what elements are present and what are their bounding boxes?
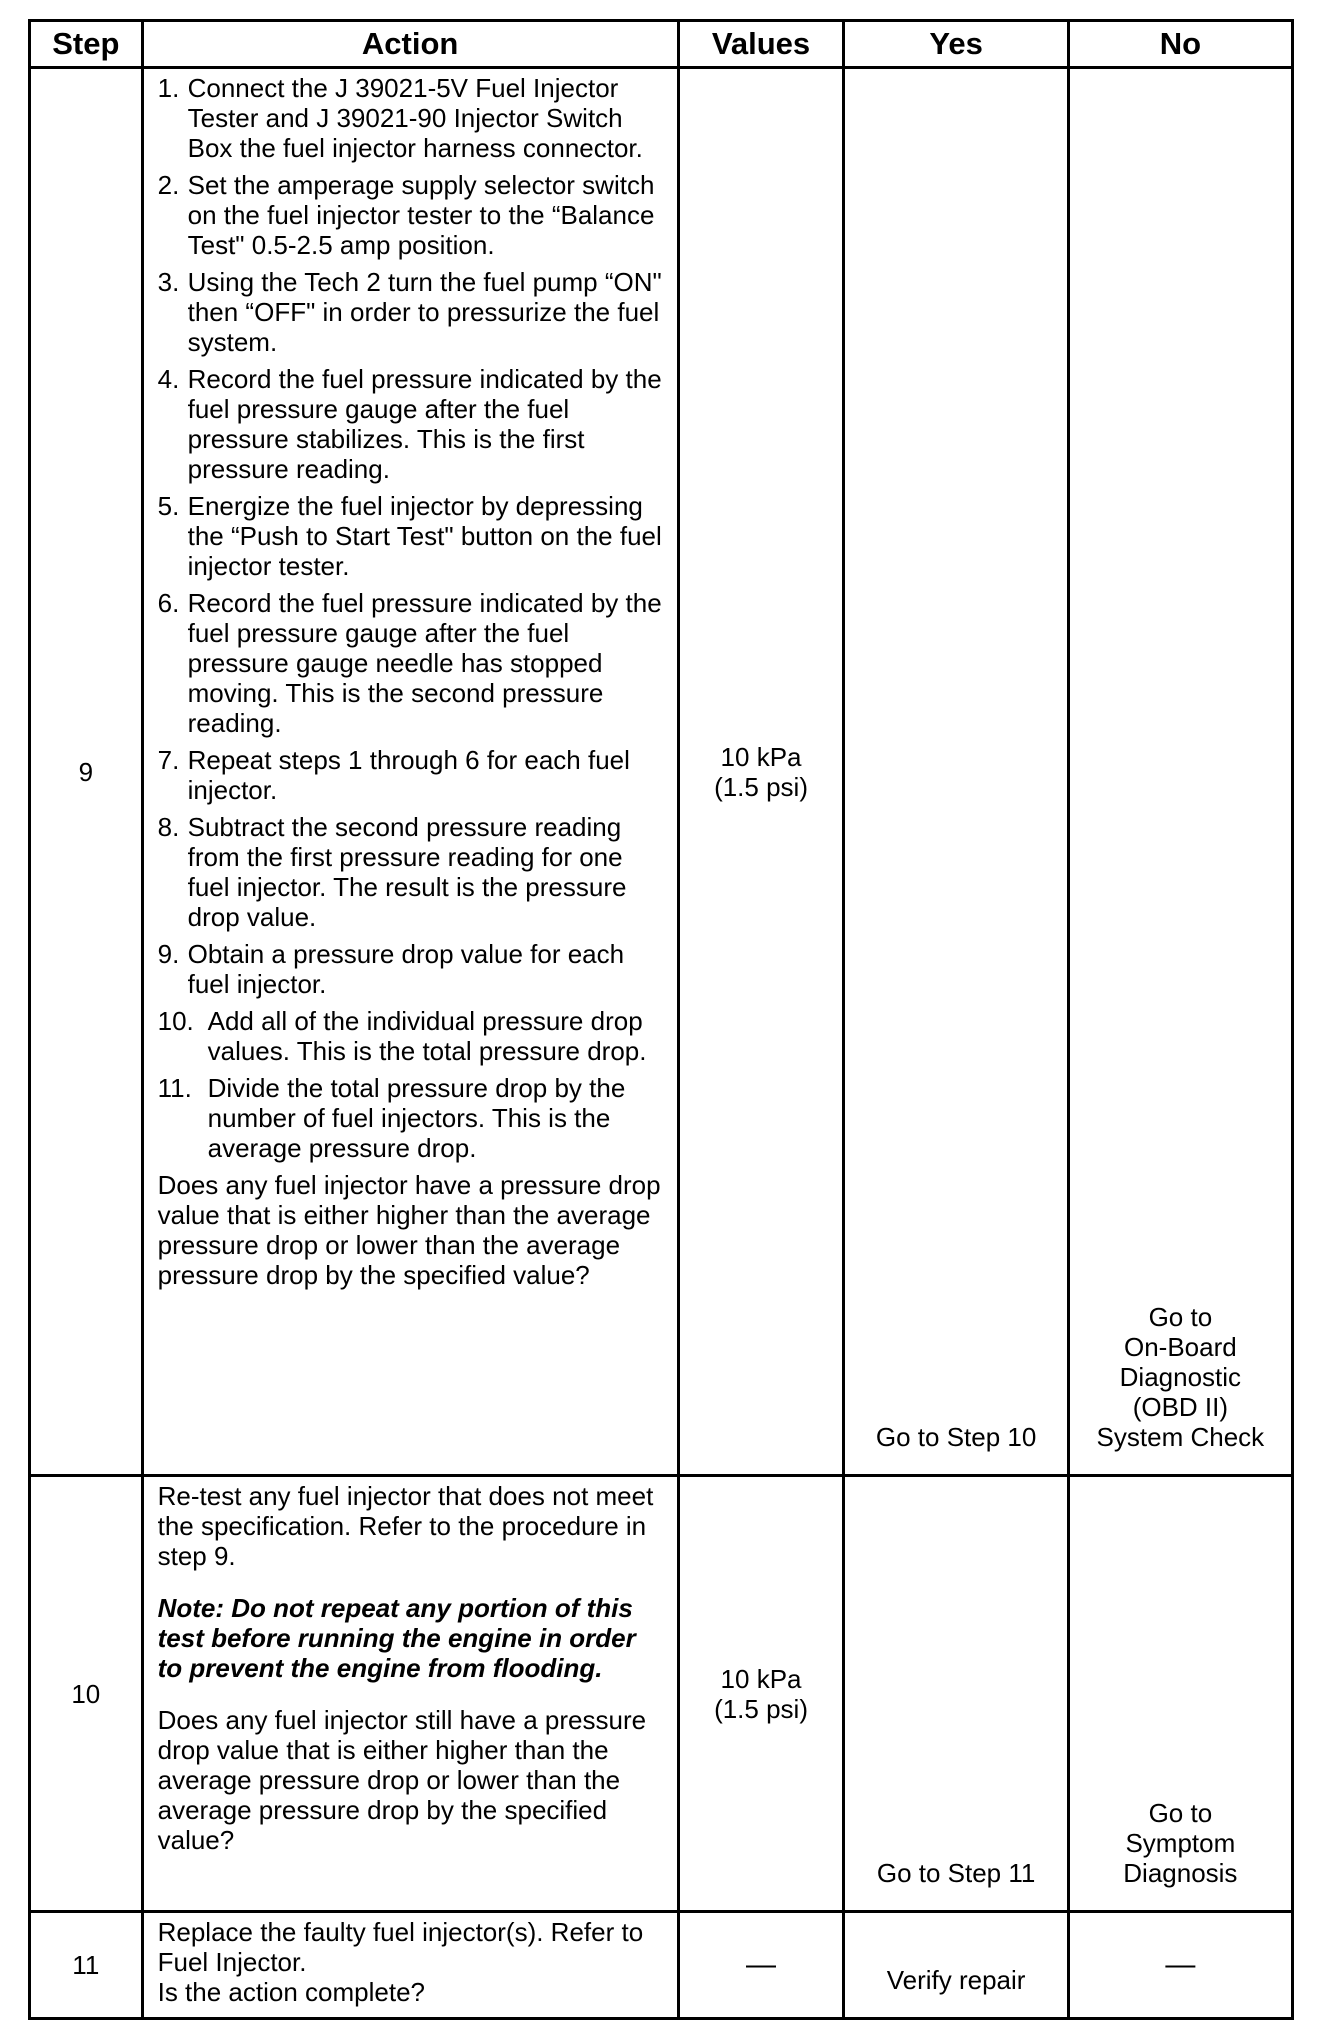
item-text: Set the amperage supply selector switch on the fuel injector tester to the “Balance Test" 0.5-2.5 amp position. [187,170,655,260]
item-number: 9. [157,939,180,969]
spec-value: 10 kPa [720,1663,802,1694]
header-row [30,21,1293,68]
list-item [158,745,667,805]
yes-cell [844,68,1068,1476]
spec-value-alt: (1.5 psi) [714,771,808,802]
action-text: Replace the faulty fuel injector(s). Refer to Fuel Injector. [157,1917,644,1977]
no-cell [1068,68,1292,1476]
item-text: Connect the J 39021-5V Fuel Injector Tester and J 39021-90 Injector Switch Box the fuel injector harness connector. [187,73,643,163]
procedure-list [158,73,667,1163]
yes-link[interactable]: Go to Step 10 [875,1422,1037,1452]
no-text-line: Diagnostic [1119,1362,1242,1392]
action-cell [142,1476,678,1912]
item-number: 11. [157,1073,192,1103]
item-text: Divide the total pressure drop by the number of fuel injectors. This is the average pressure drop. [207,1073,626,1163]
no-text-line: On-Board [1123,1332,1237,1362]
step-number: 11 [30,1912,143,2019]
values-cell [678,1476,844,1912]
note-text: Note: Do not repeat any portion of this test before running the engine in order to prevent the engine from flooding. [157,1593,636,1683]
decision-question: Does any fuel injector still have a pressure drop value that is either higher than the average pressure drop or lower than the average pressure drop by the specified value? [157,1705,647,1855]
list-item [158,364,667,484]
no-text-line: System Check [1096,1422,1265,1452]
no-text-line: Go to [1148,1302,1213,1332]
empty-value-dash: — [746,1948,777,1981]
step-number: 10 [30,1476,143,1912]
no-link[interactable] [1071,1302,1290,1452]
table-row-step-9 [30,68,1293,1476]
list-item [158,1006,667,1066]
no-text-line: (OBD II) [1132,1392,1229,1422]
empty-value-dash: — [1165,1948,1196,1981]
list-item [158,170,667,260]
list-item [158,73,667,163]
step-number: 9 [30,68,143,1476]
item-text: Add all of the individual pressure drop values. This is the total pressure drop. [207,1006,647,1066]
yes-cell [844,1476,1068,1912]
spec-value: 10 kPa [720,741,802,772]
header-action: Action [142,21,678,68]
action-cell [142,1912,678,2019]
yes-cell [844,1912,1068,2019]
diagnostic-table [28,19,1294,2020]
header-no: No [1068,21,1292,68]
list-item [158,267,667,357]
item-number: 5. [157,491,180,521]
item-number: 6. [157,588,180,618]
list-item [158,1073,667,1163]
item-text: Using the Tech 2 turn the fuel pump “ON" then “OFF" in order to pressurize the fuel system. [187,267,662,357]
item-text: Energize the fuel injector by depressing the “Push to Start Test" button on the fuel injector tester. [187,491,662,581]
action-cell [142,68,678,1476]
no-cell [1068,1476,1292,1912]
item-number: 4. [157,364,180,394]
table-row-step-10 [30,1476,1293,1912]
header-yes: Yes [844,21,1068,68]
decision-question: Is the action complete? [157,1977,425,2007]
header-values: Values [678,21,844,68]
header-step: Step [30,21,143,68]
decision-question: Does any fuel injector have a pressure drop value that is either higher than the average pressure drop or lower than the average pressure drop by the specified value? [157,1170,661,1290]
item-number: 1. [157,73,180,103]
list-item [158,812,667,932]
item-number: 2. [157,170,180,200]
item-number: 8. [157,812,180,842]
action-text: Re-test any fuel injector that does not meet the specification. Refer to the procedure in step 9. [157,1481,654,1571]
values-cell [678,68,844,1476]
yes-link[interactable]: Go to Step 11 [876,1858,1036,1888]
item-number: 3. [157,267,180,297]
list-item [158,588,667,738]
no-text-line: Go to [1148,1798,1213,1828]
no-link[interactable] [1071,1798,1290,1888]
item-text: Obtain a pressure drop value for each fuel injector. [187,939,625,999]
yes-link[interactable]: Verify repair [886,1965,1026,1995]
no-text-line: Diagnosis [1123,1858,1238,1888]
list-item [158,491,667,581]
list-item [158,939,667,999]
spec-value-alt: (1.5 psi) [714,1693,808,1724]
no-cell [1068,1912,1292,2019]
item-text: Record the fuel pressure indicated by the fuel pressure gauge after the fuel pressure stabilizes. This is the first pressure reading. [187,364,662,484]
item-number: 7. [157,745,180,775]
item-text: Subtract the second pressure reading from the first pressure reading for one fuel injector. The result is the pressure drop value. [187,812,627,932]
values-cell [678,1912,844,2019]
no-text-line: Symptom [1125,1828,1236,1858]
item-text: Repeat steps 1 through 6 for each fuel injector. [187,745,630,805]
item-number: 10. [157,1006,194,1036]
table-row-step-11 [30,1912,1293,2019]
item-text: Record the fuel pressure indicated by the fuel pressure gauge after the fuel pressure gauge needle has stopped moving. This is the second pressure reading. [187,588,662,738]
